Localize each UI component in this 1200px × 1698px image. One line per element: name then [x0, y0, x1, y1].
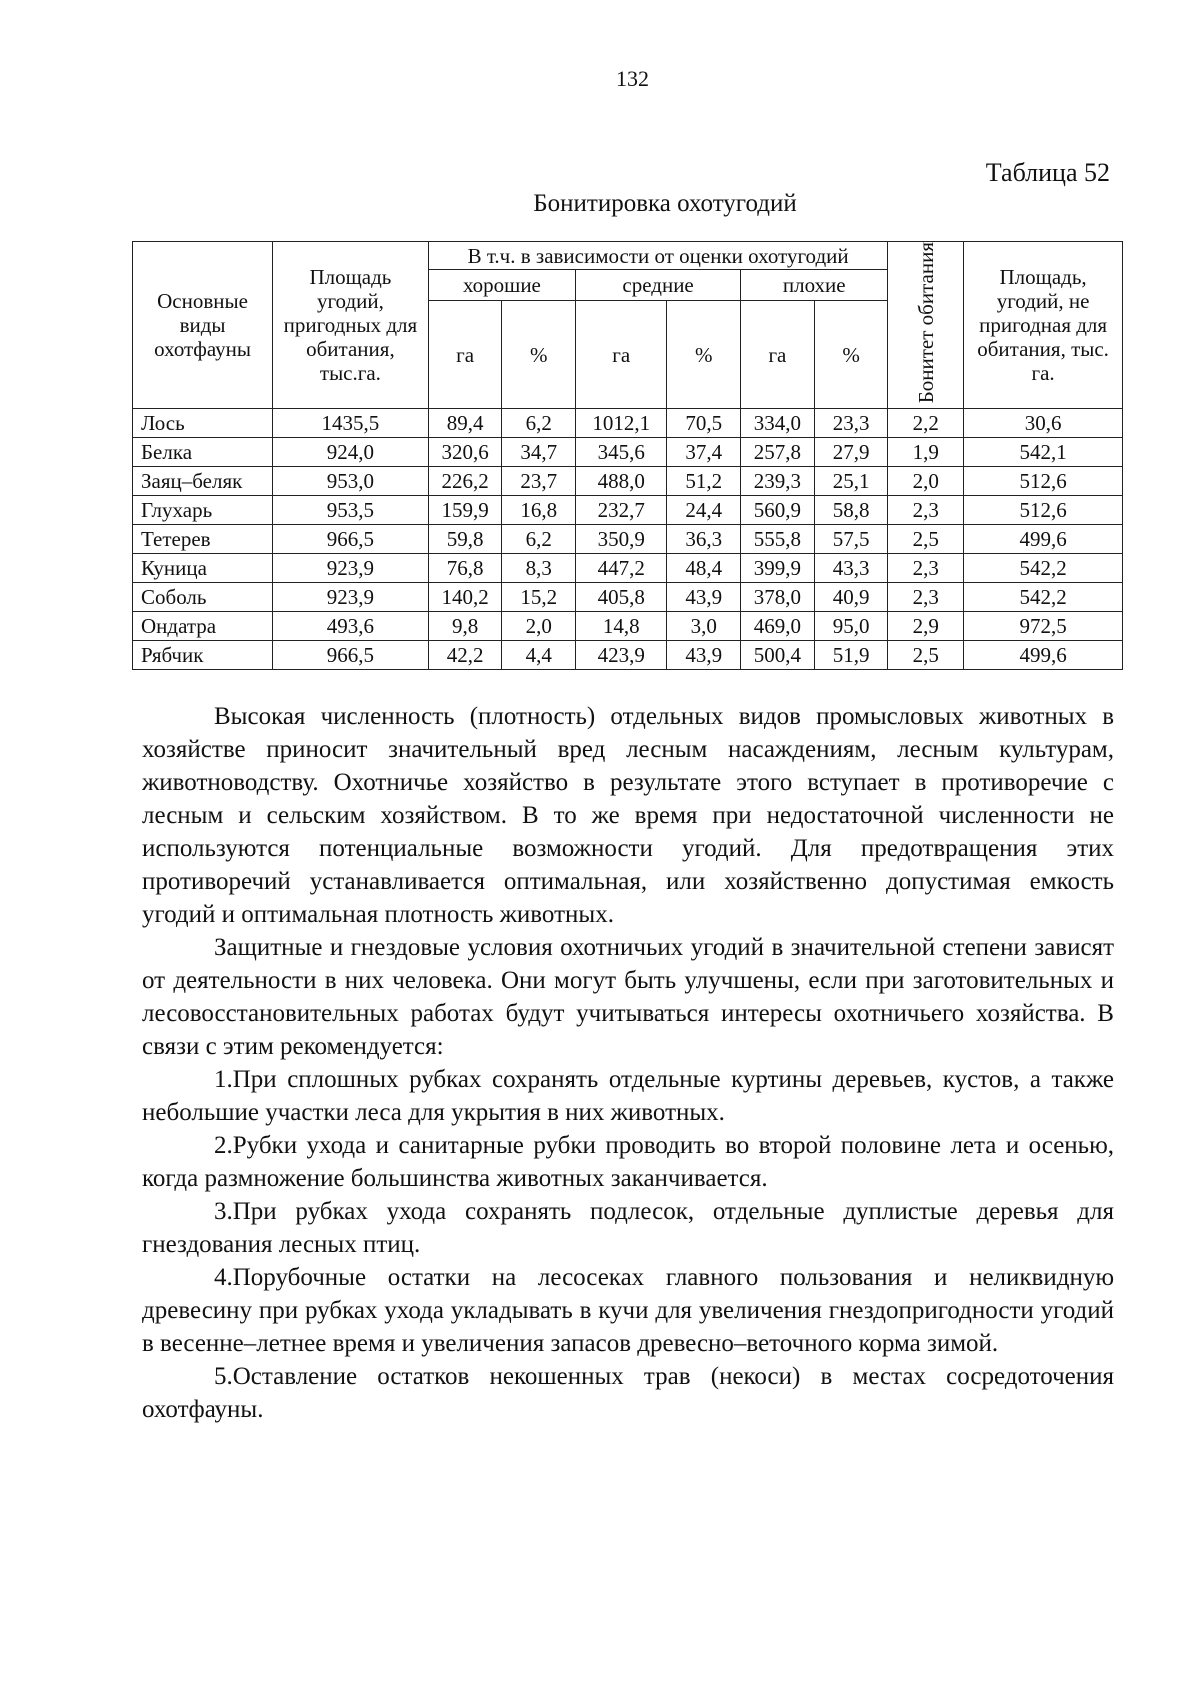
cell-poor-ha: 378,0: [741, 583, 815, 612]
cell-bonitet: 2,3: [888, 554, 964, 583]
cell-species: Глухарь: [133, 496, 273, 525]
cell-species: Ондатра: [133, 612, 273, 641]
cell-good-pct: 6,2: [502, 525, 576, 554]
cell-poor-ha: 469,0: [741, 612, 815, 641]
header-medium-pct: %: [667, 300, 741, 409]
cell-poor-pct: 57,5: [814, 525, 888, 554]
cell-poor-pct: 40,9: [814, 583, 888, 612]
header-medium-ha: га: [576, 300, 667, 409]
table-title: Бонитировка охотугодий: [533, 190, 797, 217]
cell-poor-ha: 257,8: [741, 438, 815, 467]
bonitet-table: [132, 241, 1123, 670]
cell-good-pct: 15,2: [502, 583, 576, 612]
cell-species: Куница: [133, 554, 273, 583]
cell-medium-ha: 423,9: [576, 641, 667, 670]
cell-area-suitable: 923,9: [273, 554, 429, 583]
cell-medium-pct: 36,3: [667, 525, 741, 554]
cell-good-pct: 23,7: [502, 467, 576, 496]
cell-species: Заяц–беляк: [133, 467, 273, 496]
header-area-suitable: Площадь угодий, пригодных для обитания, тыс.га.: [273, 242, 429, 409]
header-bonitet: [888, 242, 964, 409]
cell-area-suitable: 493,6: [273, 612, 429, 641]
header-poor-pct: %: [814, 300, 888, 409]
table-row: [133, 467, 1123, 496]
cell-good-pct: 34,7: [502, 438, 576, 467]
cell-good-pct: 16,8: [502, 496, 576, 525]
cell-good-ha: 59,8: [428, 525, 502, 554]
cell-poor-ha: 500,4: [741, 641, 815, 670]
cell-area-suitable: 924,0: [273, 438, 429, 467]
header-poor-ha: га: [741, 300, 815, 409]
cell-medium-ha: 405,8: [576, 583, 667, 612]
cell-area-suitable: 923,9: [273, 583, 429, 612]
cell-good-ha: 76,8: [428, 554, 502, 583]
cell-medium-pct: 70,5: [667, 409, 741, 438]
paragraph: Защитные и гнездовые условия охотничьих угодий в значительной степени зависят от деятельности в них человека. Они могут быть улучшены, если при заготовительных и лесовосстановительных работах будут учитываться интересы охотничьего хозяйства. В связи с этим рекомендуется:: [142, 934, 1114, 1060]
cell-good-pct: 4,4: [502, 641, 576, 670]
table-row: [133, 554, 1123, 583]
cell-good-ha: 89,4: [428, 409, 502, 438]
cell-bonitet: 2,5: [888, 641, 964, 670]
header-good-ha: га: [428, 300, 502, 409]
paragraph: Высокая численность (плотность) отдельных видов промысловых животных в хозяйстве приносит значительный вред лесным насаждениям, лесным культурам, животноводству. Охотничье хозяйство в результате этого вступает в противоречие с лесным и сельским хозяйством. В то же время при недостаточной численности не используются потенциальные возможности угодий. Для предотвращения этих противоречий устанавливается оптимальная, или хозяйственно допустимая емкость угодий и оптимальная плотность животных.: [142, 703, 1114, 928]
cell-area-unsuitable: 542,2: [964, 554, 1123, 583]
cell-species: Рябчик: [133, 641, 273, 670]
cell-species: Лось: [133, 409, 273, 438]
cell-species: Соболь: [133, 583, 273, 612]
cell-poor-pct: 43,3: [814, 554, 888, 583]
cell-bonitet: 2,3: [888, 496, 964, 525]
header-bonitet-text: Бонитет обитания: [913, 242, 938, 404]
cell-bonitet: 2,2: [888, 409, 964, 438]
cell-good-ha: 159,9: [428, 496, 502, 525]
cell-bonitet: 2,3: [888, 583, 964, 612]
cell-poor-ha: 239,3: [741, 467, 815, 496]
cell-medium-ha: 232,7: [576, 496, 667, 525]
cell-bonitet: 2,5: [888, 525, 964, 554]
cell-medium-pct: 48,4: [667, 554, 741, 583]
cell-area-suitable: 966,5: [273, 525, 429, 554]
cell-good-pct: 6,2: [502, 409, 576, 438]
cell-species: Белка: [133, 438, 273, 467]
cell-poor-ha: 334,0: [741, 409, 815, 438]
cell-bonitet: 2,9: [888, 612, 964, 641]
table-row: [133, 409, 1123, 438]
paragraph: 1.При сплошных рубках сохранять отдельные куртины деревьев, кустов, а также небольшие участки леса для укрытия в них животных.: [142, 1066, 1114, 1126]
header-poor: плохие: [741, 270, 888, 300]
header-dependency: В т.ч. в зависимости от оценки охотугодий: [428, 242, 888, 270]
cell-area-unsuitable: 499,6: [964, 525, 1123, 554]
cell-medium-pct: 3,0: [667, 612, 741, 641]
table-row: [133, 496, 1123, 525]
cell-good-ha: 140,2: [428, 583, 502, 612]
cell-area-suitable: 953,0: [273, 467, 429, 496]
paragraph: 5.Оставление остатков некошенных трав (некоси) в местах сосредоточения охотфауны.: [142, 1363, 1114, 1423]
cell-good-ha: 320,6: [428, 438, 502, 467]
table-row: [133, 525, 1123, 554]
cell-medium-ha: 447,2: [576, 554, 667, 583]
cell-poor-pct: 95,0: [814, 612, 888, 641]
header-species: Основные виды охотфауны: [133, 242, 273, 409]
cell-good-pct: 8,3: [502, 554, 576, 583]
cell-good-pct: 2,0: [502, 612, 576, 641]
table-label: Таблица 52: [985, 158, 1110, 187]
cell-poor-ha: 399,9: [741, 554, 815, 583]
cell-good-ha: 9,8: [428, 612, 502, 641]
paragraph: 4.Порубочные остатки на лесосеках главного пользования и неликвидную древесину при рубках ухода укладывать в кучи для увеличения гнездопригодности угодий в весенне–летнее время и увеличения запасов древесно–веточного корма зимой.: [142, 1264, 1114, 1357]
table-row: [133, 612, 1123, 641]
cell-bonitet: 1,9: [888, 438, 964, 467]
cell-poor-ha: 555,8: [741, 525, 815, 554]
cell-good-ha: 226,2: [428, 467, 502, 496]
cell-area-unsuitable: 542,2: [964, 583, 1123, 612]
paragraph: 3.При рубках ухода сохранять подлесок, отдельные дуплистые деревья для гнездования лесных птиц.: [142, 1198, 1114, 1258]
cell-area-unsuitable: 542,1: [964, 438, 1123, 467]
cell-poor-pct: 51,9: [814, 641, 888, 670]
cell-area-unsuitable: 512,6: [964, 467, 1123, 496]
table-row: [133, 641, 1123, 670]
table-row: [133, 438, 1123, 467]
cell-medium-ha: 14,8: [576, 612, 667, 641]
cell-medium-pct: 37,4: [667, 438, 741, 467]
header-good: хорошие: [428, 270, 575, 300]
cell-medium-pct: 43,9: [667, 583, 741, 612]
cell-medium-ha: 350,9: [576, 525, 667, 554]
cell-poor-pct: 58,8: [814, 496, 888, 525]
cell-area-unsuitable: 499,6: [964, 641, 1123, 670]
cell-good-ha: 42,2: [428, 641, 502, 670]
cell-medium-pct: 43,9: [667, 641, 741, 670]
cell-poor-pct: 23,3: [814, 409, 888, 438]
body-text: [142, 700, 1114, 1426]
cell-medium-ha: 1012,1: [576, 409, 667, 438]
cell-poor-ha: 560,9: [741, 496, 815, 525]
cell-area-suitable: 1435,5: [273, 409, 429, 438]
cell-medium-ha: 345,6: [576, 438, 667, 467]
cell-medium-pct: 24,4: [667, 496, 741, 525]
cell-area-unsuitable: 512,6: [964, 496, 1123, 525]
table-row: [133, 583, 1123, 612]
cell-bonitet: 2,0: [888, 467, 964, 496]
cell-medium-pct: 51,2: [667, 467, 741, 496]
table-body: [133, 409, 1123, 670]
cell-species: Тетерев: [133, 525, 273, 554]
header-good-pct: %: [502, 300, 576, 409]
cell-poor-pct: 27,9: [814, 438, 888, 467]
cell-area-unsuitable: 30,6: [964, 409, 1123, 438]
cell-medium-ha: 488,0: [576, 467, 667, 496]
cell-area-unsuitable: 972,5: [964, 612, 1123, 641]
paragraph: 2.Рубки ухода и санитарные рубки проводить во второй половине лета и осенью, когда размножение большинства животных заканчивается.: [142, 1132, 1114, 1192]
cell-area-suitable: 966,5: [273, 641, 429, 670]
header-area-unsuitable: Площадь, угодий, не пригодная для обитания, тыс. га.: [964, 242, 1123, 409]
page-number: 132: [616, 66, 649, 91]
header-medium: средние: [576, 270, 741, 300]
cell-area-suitable: 953,5: [273, 496, 429, 525]
cell-poor-pct: 25,1: [814, 467, 888, 496]
